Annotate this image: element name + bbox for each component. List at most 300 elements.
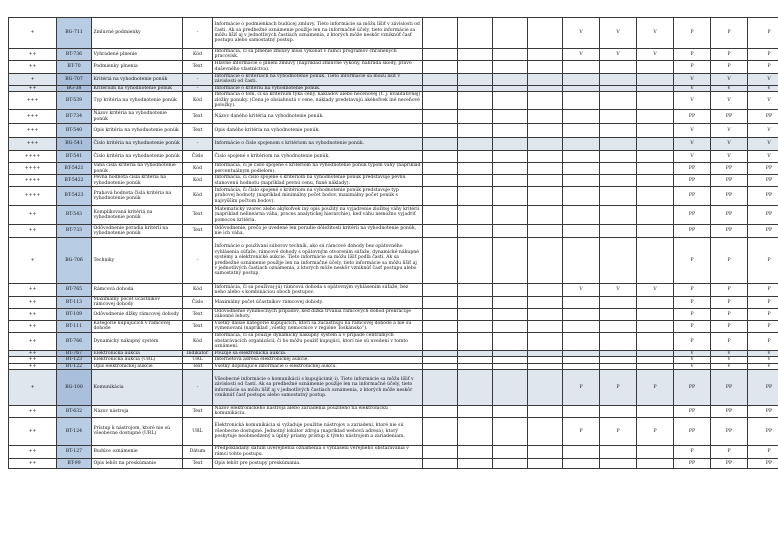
row-value-cell xyxy=(528,49,563,61)
row-type-cell: Kód xyxy=(183,187,213,206)
row-name-cell: Kritériá na vyhodnotenie ponúk xyxy=(92,73,183,85)
row-level-cell: ++++ xyxy=(9,163,57,175)
row-value-cell: V xyxy=(674,73,711,85)
row-value-cell xyxy=(458,308,493,320)
row-value-cell: PP xyxy=(748,163,778,175)
row-name-cell: Maximálny počet účastníkov rámcovej dohody xyxy=(92,297,183,309)
row-type-cell: Text xyxy=(183,406,213,418)
row-type-cell: - xyxy=(183,238,213,284)
row-description-cell: Hlavné informácie o plnení zmluvy (napríklad zmluvné výkony, náhrada škody, právo duševného vlastníctva). xyxy=(213,60,423,73)
row-type-cell: Kód xyxy=(183,49,213,61)
row-value-cell xyxy=(528,370,563,406)
row-type-cell: Kód xyxy=(183,175,213,187)
row-value-cell: PP xyxy=(674,110,711,124)
row-value-cell: PP xyxy=(711,163,748,175)
row-value-cell xyxy=(458,175,493,187)
row-value-cell: PP xyxy=(748,110,778,124)
row-description-cell: Elektronická komunikácia si vyžaduje použitie nástrojov a zariadení, ktoré nie sú všeobecne dostupné. Jednotný lokátor zdroja (napríklad webová adresa), ktorý poskytuje neobmedzený a úplný priamy prístup k týmto nástrojom a zariadeniam. xyxy=(213,417,423,445)
row-type-cell: Číslo xyxy=(183,151,213,163)
row-value-cell: P xyxy=(563,370,600,406)
row-level-cell: +++ xyxy=(9,110,57,124)
row-value-cell xyxy=(423,49,458,61)
row-value-cell: P xyxy=(711,238,748,284)
row-value-cell xyxy=(493,417,528,445)
table-body xyxy=(9,18,778,469)
row-value-cell: PP xyxy=(674,458,711,468)
row-description-cell: Matematický vzorec alebo akýkoľvek iný opis použitý na vyjadrenie zložitej váhy kritérií (napríklad nelineárna váha, proces analytickej hierarchie), keď váhu nemožno vyjadriť pomocou kritéria. xyxy=(213,206,423,225)
row-value-cell xyxy=(458,370,493,406)
row-value-cell xyxy=(600,163,637,175)
row-name-cell: Pevná hodnota čísla kritéria na vyhodnotenie ponúk xyxy=(92,175,183,187)
row-name-cell: Opis elektronickej aukcie xyxy=(92,363,183,369)
row-value-cell xyxy=(563,187,600,206)
row-value-cell: PP xyxy=(674,225,711,238)
row-value-cell: PP xyxy=(711,370,748,406)
row-name-cell: Číslo kritéria na vyhodnotenie ponúk xyxy=(92,151,183,163)
row-value-cell: PP xyxy=(711,110,748,124)
row-value-cell: P xyxy=(674,297,711,309)
row-value-cell: V xyxy=(711,73,748,85)
row-value-cell xyxy=(563,406,600,418)
row-value-cell xyxy=(423,18,458,49)
row-value-cell xyxy=(458,110,493,124)
row-value-cell xyxy=(600,332,637,350)
row-value-cell xyxy=(600,151,637,163)
row-value-cell: P xyxy=(748,18,778,49)
row-value-cell: PP xyxy=(748,417,778,445)
row-type-cell: - xyxy=(183,73,213,85)
row-level-cell: ++++ xyxy=(9,175,57,187)
row-description-cell: Informácia, či je číslo spojené s kritériom na vyhodnotenie ponúk typom váhy (napríklad percentuálnym podielom). xyxy=(213,163,423,175)
row-value-cell xyxy=(600,124,637,138)
row-value-cell xyxy=(563,60,600,73)
row-value-cell xyxy=(458,320,493,332)
row-value-cell xyxy=(563,110,600,124)
row-description-cell: Informácie o kritériu na vyhodnotenie ponúk. xyxy=(213,85,423,91)
row-type-cell: URL xyxy=(183,417,213,445)
row-type-cell: Kód xyxy=(183,163,213,175)
row-level-cell: ++ xyxy=(9,60,57,73)
row-value-cell: V xyxy=(748,92,778,110)
row-value-cell xyxy=(528,60,563,73)
row-value-cell: PP xyxy=(748,206,778,225)
row-value-cell xyxy=(423,151,458,163)
row-value-cell xyxy=(423,284,458,297)
row-value-cell: P xyxy=(748,49,778,61)
row-id-cell: BG-541 xyxy=(57,138,92,151)
row-value-cell: P xyxy=(674,445,711,458)
table-row xyxy=(9,206,778,225)
row-value-cell: P xyxy=(711,332,748,350)
row-value-cell: PP xyxy=(674,187,711,206)
row-description-cell: Všetky doplňujúce informácie o elektronickej aukcii. xyxy=(213,363,423,369)
row-value-cell xyxy=(637,92,674,110)
row-id-cell: BT-109 xyxy=(57,308,92,320)
row-value-cell xyxy=(637,163,674,175)
row-value-cell xyxy=(493,18,528,49)
row-type-cell: Text xyxy=(183,110,213,124)
row-value-cell: V xyxy=(748,73,778,85)
row-value-cell: V xyxy=(563,18,600,49)
row-name-cell: Váha čísla kritéria na vyhodnotenie ponúk xyxy=(92,163,183,175)
row-level-cell: ++ xyxy=(9,225,57,238)
row-value-cell xyxy=(600,138,637,151)
row-description-cell: Informácie o kritériách na vyhodnotenie ponúk. Tieto informácie sa môžu líšiť v závislosti od časti. xyxy=(213,73,423,85)
row-value-cell xyxy=(423,445,458,458)
procurement-table-sheet xyxy=(8,17,773,469)
row-name-cell: Podmienky plnenia xyxy=(92,60,183,73)
row-value-cell: V xyxy=(711,92,748,110)
row-value-cell xyxy=(458,332,493,350)
row-value-cell xyxy=(563,308,600,320)
row-value-cell xyxy=(600,60,637,73)
row-value-cell xyxy=(458,92,493,110)
row-value-cell: V xyxy=(748,363,778,369)
row-description-cell: Číslo spojené s kritériom na vyhodnotenie ponúk. xyxy=(213,151,423,163)
row-id-cell: BT-5423 xyxy=(57,187,92,206)
row-value-cell xyxy=(528,124,563,138)
row-value-cell: V xyxy=(748,357,778,363)
row-value-cell: PP xyxy=(674,417,711,445)
row-value-cell xyxy=(493,124,528,138)
row-name-cell: Techniky xyxy=(92,238,183,284)
row-description-cell: Použije sa elektronická aukcia. xyxy=(213,350,423,356)
row-value-cell xyxy=(528,225,563,238)
row-value-cell xyxy=(458,124,493,138)
row-level-cell: ++ xyxy=(9,363,57,369)
row-value-cell xyxy=(563,458,600,468)
row-type-cell: - xyxy=(183,138,213,151)
row-description-cell: Informácia, či sa používa(-jú) rámcová dohoda s opätovným vyhlásením súťaže, bez neho alebo s kombináciou oboch postupov. xyxy=(213,284,423,297)
row-type-cell: Kód xyxy=(183,284,213,297)
row-value-cell xyxy=(528,175,563,187)
row-value-cell xyxy=(563,73,600,85)
row-value-cell xyxy=(600,187,637,206)
row-description-cell: Maximálny počet účastníkov rámcovej dohody. xyxy=(213,297,423,309)
row-description-cell: Odôvodnenie, prečo je uvedené len poradie dôležitosti kritérií na vyhodnotenie ponúk, nie ich váha. xyxy=(213,225,423,238)
row-value-cell xyxy=(563,297,600,309)
row-value-cell: V xyxy=(637,49,674,61)
row-name-cell: Dynamický nákupný systém xyxy=(92,332,183,350)
table-row xyxy=(9,225,778,238)
table-row xyxy=(9,18,778,49)
row-value-cell xyxy=(600,445,637,458)
row-type-cell: Text xyxy=(183,308,213,320)
row-value-cell: V xyxy=(600,18,637,49)
row-level-cell: ++ xyxy=(9,320,57,332)
row-value-cell: PP xyxy=(711,417,748,445)
row-value-cell xyxy=(600,206,637,225)
row-level-cell: ++ xyxy=(9,458,57,468)
row-name-cell: Opis kritéria na vyhodnotenie ponúk xyxy=(92,124,183,138)
row-name-cell: Komplikovaná kritériá na vyhodnotenie ponúk xyxy=(92,206,183,225)
row-value-cell xyxy=(493,73,528,85)
row-name-cell: Prístup k nástrojom, ktoré nie sú všeobecne dostupné (URL) xyxy=(92,417,183,445)
row-id-cell: BG-38 xyxy=(57,85,92,91)
row-value-cell: P xyxy=(711,18,748,49)
row-value-cell xyxy=(423,320,458,332)
row-value-cell: V xyxy=(600,284,637,297)
row-value-cell: P xyxy=(711,297,748,309)
row-value-cell xyxy=(637,297,674,309)
row-type-cell: - xyxy=(183,18,213,49)
row-value-cell xyxy=(528,238,563,284)
row-value-cell: P xyxy=(674,308,711,320)
row-value-cell: V xyxy=(711,350,748,356)
row-id-cell: BT-543 xyxy=(57,206,92,225)
row-value-cell xyxy=(493,284,528,297)
row-value-cell xyxy=(600,320,637,332)
row-value-cell: PP xyxy=(711,187,748,206)
row-value-cell xyxy=(493,458,528,468)
row-value-cell xyxy=(528,332,563,350)
row-value-cell xyxy=(493,92,528,110)
row-value-cell: P xyxy=(711,60,748,73)
row-value-cell: PP xyxy=(711,458,748,468)
row-level-cell: ++ xyxy=(9,357,57,363)
table-row xyxy=(9,175,778,187)
row-value-cell xyxy=(528,163,563,175)
row-value-cell: P xyxy=(674,49,711,61)
row-value-cell: V xyxy=(563,284,600,297)
row-value-cell xyxy=(563,163,600,175)
row-id-cell: BT-765 xyxy=(57,284,92,297)
row-value-cell xyxy=(458,18,493,49)
row-description-cell: Názov daného kritéria na vyhodnotenie ponúk. xyxy=(213,110,423,124)
row-name-cell: Číslo kritéria na vyhodnotenie ponúk xyxy=(92,138,183,151)
row-value-cell xyxy=(528,320,563,332)
row-level-cell: ++ xyxy=(9,350,57,356)
row-id-cell: BT-632 xyxy=(57,406,92,418)
row-value-cell: PP xyxy=(674,206,711,225)
row-value-cell xyxy=(423,110,458,124)
row-value-cell xyxy=(493,187,528,206)
row-value-cell xyxy=(493,370,528,406)
row-value-cell: V xyxy=(637,18,674,49)
row-value-cell: P xyxy=(711,49,748,61)
row-value-cell xyxy=(423,238,458,284)
row-value-cell xyxy=(600,458,637,468)
row-description-cell: Odôvodnenie výnimočných prípadov, keď dĺžka trvania rámcových dohôd prekračuje zákonné lehoty. xyxy=(213,308,423,320)
row-value-cell xyxy=(458,284,493,297)
row-level-cell: ++ xyxy=(9,284,57,297)
row-value-cell xyxy=(458,163,493,175)
row-type-cell: Kód xyxy=(183,92,213,110)
row-value-cell xyxy=(637,187,674,206)
row-value-cell: P xyxy=(748,284,778,297)
row-value-cell xyxy=(423,332,458,350)
table-row xyxy=(9,445,778,458)
row-value-cell xyxy=(600,73,637,85)
table-row xyxy=(9,238,778,284)
row-description-cell: Informácia, či sa použije dynamický nákupný systém a v prípade centrálnych obstarávacích organizácií, či ho môžu použiť kupujúci, ktorí nie sú uvedení v tomto oznámení. xyxy=(213,332,423,350)
row-value-cell: P xyxy=(637,370,674,406)
row-value-cell xyxy=(493,332,528,350)
row-value-cell: V xyxy=(711,363,748,369)
row-value-cell: V xyxy=(674,350,711,356)
row-value-cell: P xyxy=(711,320,748,332)
row-value-cell: PP xyxy=(748,175,778,187)
row-value-cell xyxy=(528,151,563,163)
row-name-cell: Kategórie kupujúcich v rámcovej dohode xyxy=(92,320,183,332)
row-value-cell xyxy=(458,138,493,151)
table-row xyxy=(9,73,778,85)
row-value-cell xyxy=(600,225,637,238)
row-value-cell xyxy=(423,92,458,110)
row-value-cell xyxy=(458,60,493,73)
row-value-cell xyxy=(563,92,600,110)
row-level-cell: ++ xyxy=(9,49,57,61)
row-value-cell xyxy=(600,110,637,124)
row-name-cell: Budúce oznámenie xyxy=(92,445,183,458)
row-name-cell: Opis lehôt na preskúmanie xyxy=(92,458,183,468)
row-value-cell xyxy=(600,308,637,320)
row-value-cell xyxy=(423,225,458,238)
row-value-cell xyxy=(637,60,674,73)
row-value-cell xyxy=(563,138,600,151)
row-name-cell: Názov nástroja xyxy=(92,406,183,418)
row-value-cell xyxy=(528,187,563,206)
row-type-cell: Text xyxy=(183,363,213,369)
row-id-cell: BT-541 xyxy=(57,151,92,163)
row-value-cell: P xyxy=(711,308,748,320)
row-type-cell: - xyxy=(183,370,213,406)
row-type-cell: Text xyxy=(183,225,213,238)
row-value-cell xyxy=(493,297,528,309)
row-type-cell: Text xyxy=(183,124,213,138)
row-name-cell: Vyhradené plnenie xyxy=(92,49,183,61)
row-value-cell xyxy=(563,124,600,138)
row-id-cell: BT-539 xyxy=(57,92,92,110)
row-level-cell: +++ xyxy=(9,92,57,110)
row-value-cell xyxy=(600,92,637,110)
table-row xyxy=(9,92,778,110)
row-level-cell: ++ xyxy=(9,332,57,350)
row-name-cell: Kritérium na vyhodnotenie ponúk xyxy=(92,85,183,91)
row-level-cell: ++ xyxy=(9,85,57,91)
row-value-cell xyxy=(528,206,563,225)
row-value-cell xyxy=(637,406,674,418)
row-type-cell: - xyxy=(183,85,213,91)
row-value-cell xyxy=(423,417,458,445)
row-description-cell: Informácie o podmienkach budúcej zmluvy. Tieto informácie sa môžu líšiť v závislosti od časti. Ak sa predbežné oznámenie použije len na informačné účely, tieto informácie sa môžu líšiť aj v jednotlivých častiach oznámenia, z ktorých môže neskôr vzniknúť časť postupu alebo samostatný postup. xyxy=(213,18,423,49)
row-value-cell xyxy=(423,124,458,138)
row-value-cell: V xyxy=(674,357,711,363)
row-value-cell xyxy=(637,138,674,151)
table-row xyxy=(9,417,778,445)
row-value-cell xyxy=(423,308,458,320)
row-value-cell xyxy=(528,308,563,320)
table-row xyxy=(9,110,778,124)
row-level-cell: ++ xyxy=(9,206,57,225)
row-value-cell: V xyxy=(674,363,711,369)
row-type-cell: URL xyxy=(183,357,213,363)
row-description-cell: Informácia, či číslo spojené s kritériom na vyhodnotenie ponúk predstavuje pevnú stanovenú hodnotu (napríklad pevnú cenu, fixné náklady). xyxy=(213,175,423,187)
row-value-cell xyxy=(458,458,493,468)
row-description-cell: Názov elektronického nástroja alebo zariadenia použitého na elektronickú komunikáciu. xyxy=(213,406,423,418)
row-description-cell: Opis lehôt pre postupy preskúmania. xyxy=(213,458,423,468)
row-value-cell xyxy=(493,445,528,458)
table-row xyxy=(9,406,778,418)
row-value-cell xyxy=(637,73,674,85)
row-value-cell: P xyxy=(748,297,778,309)
row-name-cell: Elektronická aukcia (URL) xyxy=(92,357,183,363)
row-value-cell xyxy=(563,320,600,332)
row-value-cell: V xyxy=(748,151,778,163)
row-value-cell xyxy=(528,445,563,458)
row-id-cell: BT-734 xyxy=(57,110,92,124)
row-value-cell: P xyxy=(674,284,711,297)
table-row xyxy=(9,308,778,320)
row-value-cell xyxy=(563,175,600,187)
row-type-cell: Indikátor xyxy=(183,350,213,356)
row-value-cell: PP xyxy=(748,406,778,418)
row-id-cell: BT-111 xyxy=(57,320,92,332)
row-value-cell xyxy=(637,124,674,138)
row-value-cell xyxy=(423,175,458,187)
row-value-cell xyxy=(423,60,458,73)
row-value-cell xyxy=(637,308,674,320)
row-description-cell: Všeobecné informácie o komunikácii s kupujúcimi(-i). Tieto informácie sa môžu líšiť v závislosti od častí. Ak sa predbežné oznámenie použije len na informačné účely, tieto informácie sa môžu líšiť aj v jednotlivých častiach oznámenia, z ktorých môže neskôr vzniknúť časť postupu alebo samostatný postup. xyxy=(213,370,423,406)
row-value-cell: P xyxy=(748,445,778,458)
row-name-cell: Názov kritéria na vyhodnotenie ponúk xyxy=(92,110,183,124)
row-id-cell: BT-733 xyxy=(57,225,92,238)
row-value-cell xyxy=(563,332,600,350)
row-level-cell: ++ xyxy=(9,297,57,309)
row-level-cell: ++ xyxy=(9,406,57,418)
row-value-cell: V xyxy=(711,138,748,151)
row-id-cell: BT-736 xyxy=(57,49,92,61)
row-value-cell: P xyxy=(674,320,711,332)
table-row xyxy=(9,297,778,309)
row-level-cell: + xyxy=(9,18,57,49)
table-row xyxy=(9,124,778,138)
row-value-cell: P xyxy=(674,238,711,284)
row-value-cell: V xyxy=(674,92,711,110)
row-value-cell xyxy=(493,138,528,151)
row-value-cell: P xyxy=(637,417,674,445)
row-value-cell: P xyxy=(748,308,778,320)
row-level-cell: + xyxy=(9,370,57,406)
row-value-cell xyxy=(493,60,528,73)
row-value-cell: P xyxy=(748,238,778,284)
row-value-cell xyxy=(458,187,493,206)
row-value-cell: V xyxy=(748,350,778,356)
row-id-cell: BT-5421 xyxy=(57,163,92,175)
row-value-cell: V xyxy=(748,138,778,151)
row-id-cell: BT-70 xyxy=(57,60,92,73)
row-value-cell xyxy=(423,163,458,175)
row-id-cell: BT-122 xyxy=(57,363,92,369)
row-value-cell: P xyxy=(600,417,637,445)
row-name-cell: Komunikácia xyxy=(92,370,183,406)
row-value-cell xyxy=(637,238,674,284)
table-row xyxy=(9,284,778,297)
row-value-cell xyxy=(493,175,528,187)
row-id-cell: BT-767 xyxy=(57,350,92,356)
row-value-cell xyxy=(528,18,563,49)
row-id-cell: BT-5422 xyxy=(57,175,92,187)
row-value-cell xyxy=(563,151,600,163)
row-value-cell xyxy=(493,49,528,61)
row-name-cell: Rámcová dohoda xyxy=(92,284,183,297)
row-value-cell xyxy=(563,225,600,238)
row-value-cell: PP xyxy=(711,406,748,418)
row-value-cell: P xyxy=(711,445,748,458)
row-value-cell xyxy=(458,406,493,418)
row-name-cell: Odôvodnenie dĺžky rámcovej dohody xyxy=(92,308,183,320)
row-value-cell xyxy=(600,238,637,284)
